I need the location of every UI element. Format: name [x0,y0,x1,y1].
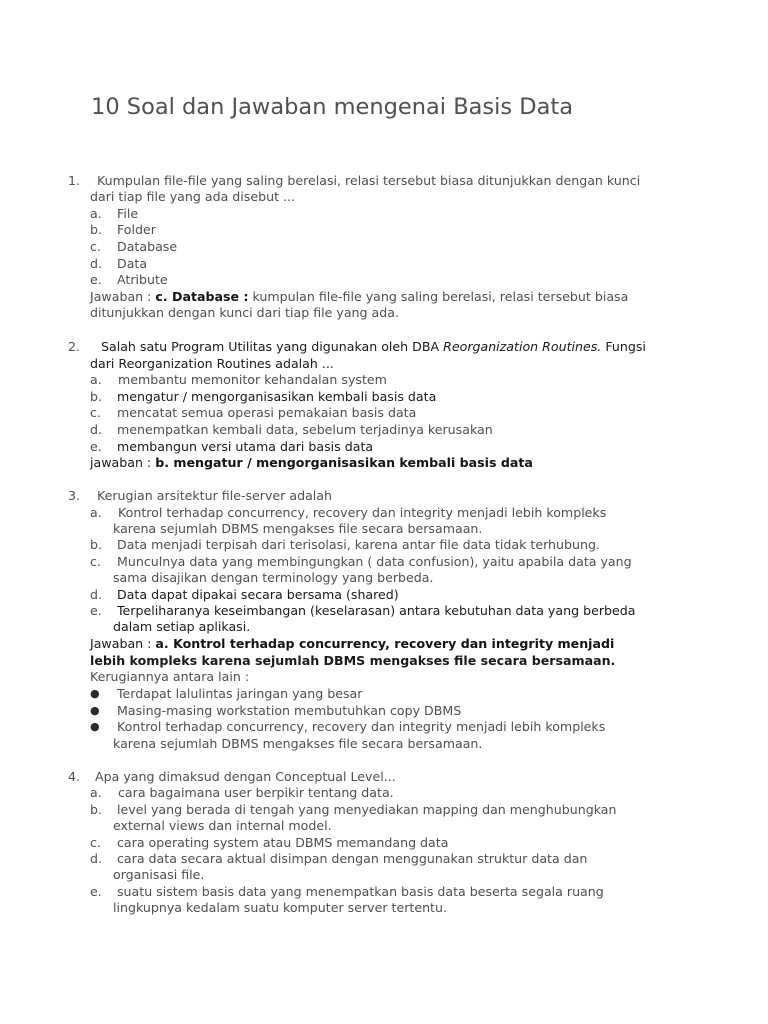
question-2-text-start: Salah satu Program Utilitas yang digunakan oleh DBA [101,339,444,354]
question-2-option-a: membantu memonitor kehandalan system [118,372,387,387]
question-3-option-e-cont: dalam setiap aplikasi. [113,619,251,634]
question-2-text-italic: Reorganization Routines. [443,339,602,354]
question-4-option-b: level yang berada di tengah yang menyediakan mapping dan menghubungkan [117,802,617,817]
question-1-option-a-letter: a. [90,206,102,221]
question-3-option-e-letter: e. [90,603,102,618]
question-3-option-b: Data menjadi terpisah dari terisolasi, karena antar file data tidak terhubung. [117,537,600,552]
question-2-option-c: mencatat semua operasi pemakaian basis data [117,405,417,420]
bullet-dot-icon: ● [90,687,100,700]
question-1-option-b: Folder [117,222,156,237]
answer-key: c. Database : [155,289,249,304]
question-4-option-d: cara data secara aktual disimpan dengan menggunakan struktur data dan [117,851,588,866]
question-3-bullet-1: Terdapat lalulintas jaringan yang besar [117,686,363,701]
question-1-number: 1. [68,173,81,188]
question-3-option-a-cont: karena sejumlah DBMS mengakses file secara bersamaan. [113,521,483,536]
question-2-answer [90,455,533,471]
question-3-option-c-letter: c. [90,554,101,569]
question-4-option-a: cara bagaimana user berpikir tentang data. [118,785,394,800]
question-1-option-b-letter: b. [90,222,102,237]
question-1-option-c-letter: c. [90,239,101,254]
question-3-option-e: Terpeliharanya keseimbangan (keselarasan) antara kebutuhan data yang berbeda [117,603,636,618]
question-2-number: 2. [68,339,81,354]
question-2-text-line-2: dari Reorganization Routines adalah ... [90,356,334,371]
question-4-option-d-letter: d. [90,851,102,866]
question-3-answer-line-2: lebih kompleks karena sejumlah DBMS mengakses file secara bersamaan. [90,653,616,668]
answer-prefix: jawaban : [90,455,156,470]
question-2-option-e-letter: e. [90,439,102,454]
question-1-option-d-letter: d. [90,256,102,271]
answer-key: b. mengatur / mengorganisasikan kembali basis data [155,455,533,470]
question-2-option-d-letter: d. [90,422,102,437]
question-3-option-b-letter: b. [90,537,102,552]
question-1-option-c: Database [117,239,178,254]
answer-prefix: Jawaban : [90,289,156,304]
question-1-answer-line-2: ditunjukkan dengan kunci dari tiap file yang ada. [90,305,399,320]
question-4-option-d-cont: organisasi file. [113,867,205,882]
question-4-text-line-1: Apa yang dimaksud dengan Conceptual Level... [95,769,396,784]
question-1-option-e-letter: e. [90,272,102,287]
question-3-text-line-1: Kerugian arsitektur file-server adalah [97,488,332,503]
bullet-dot-icon: ● [90,720,100,733]
question-3-option-a-letter: a. [90,505,102,520]
question-1-answer [90,289,628,305]
question-3-bullet-3: Kontrol terhadap concurrency, recovery dan integrity menjadi lebih kompleks [117,719,606,734]
question-1-text-line-2: dari tiap file yang ada disebut ... [90,189,296,204]
question-4-option-e: suatu sistem basis data yang menempatkan basis data beserta segala ruang [117,884,604,899]
question-3-option-d: Data dapat dipakai secara bersama (shared) [117,587,399,602]
question-2-option-b: mengatur / mengorganisasikan kembali basis data [117,389,437,404]
question-2-text-end: Fungsi [601,339,646,354]
question-1-option-a: File [117,206,139,221]
question-1-text-line-1: Kumpulan file-file yang saling berelasi, relasi tersebut biasa ditunjukkan dengan kunci [97,173,641,188]
question-2-option-a-letter: a. [90,372,102,387]
question-2-option-b-letter: b. [90,389,102,404]
question-3-option-d-letter: d. [90,587,102,602]
question-4-option-c: cara operating system atau DBMS memandang data [117,835,449,850]
question-4-number: 4. [68,769,81,784]
question-3-answer [90,636,614,652]
question-3-bullet-3-cont: karena sejumlah DBMS mengakses file secara bersamaan. [113,736,483,751]
answer-prefix: Jawaban : [90,636,156,651]
question-3-option-c: Munculnya data yang membingungkan ( data confusion), yaitu apabila data yang [117,554,632,569]
question-4-option-c-letter: c. [90,835,101,850]
question-1-option-d: Data [117,256,148,271]
answer-explanation: kumpulan file-file yang saling berelasi, relasi tersebut biasa [248,289,629,304]
question-3-option-c-cont: sama disajikan dengan terminology yang berbeda. [113,570,434,585]
question-3-kerugian-heading: Kerugiannya antara lain : [90,669,250,684]
bullet-dot-icon: ● [90,704,100,717]
question-4-option-a-letter: a. [90,785,102,800]
question-4-option-e-letter: e. [90,884,102,899]
question-2-text-line-1 [101,339,646,355]
document-title: 10 Soal dan Jawaban mengenai Basis Data [91,94,573,120]
question-2-option-e: membangun versi utama dari basis data [117,439,374,454]
question-1-option-e: Atribute [117,272,168,287]
question-3-bullet-2: Masing-masing workstation membutuhkan copy DBMS [117,703,462,718]
question-4-option-e-cont: lingkupnya kedalam suatu komputer server tertentu. [113,900,447,915]
question-3-number: 3. [68,488,81,503]
question-3-option-a: Kontrol terhadap concurrency, recovery dan integrity menjadi lebih kompleks [118,505,607,520]
question-4-option-b-letter: b. [90,802,102,817]
question-2-option-c-letter: c. [90,405,101,420]
question-2-option-d: menempatkan kembali data, sebelum terjadinya kerusakan [117,422,493,437]
answer-key-line-1: a. Kontrol terhadap concurrency, recovery dan integrity menjadi [155,636,615,651]
question-4-option-b-cont: external views dan internal model. [113,818,332,833]
